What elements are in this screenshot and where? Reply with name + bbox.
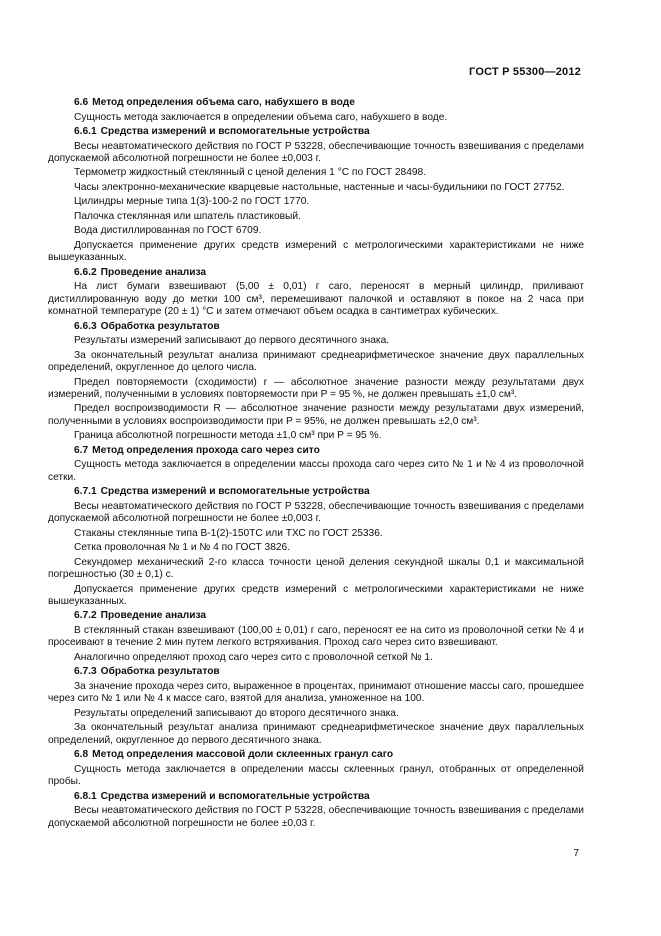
paragraph: В стеклянный стакан взвешивают (100,00 ± 0,01) г саго, переносят ее на сито из проволочной сетки № 4 и просеивают в течение 2 мин путем легкого встряхивания. Проход саго через сито взвешивают.: [48, 624, 584, 649]
paragraph: Часы электронно-механические кварцевые настольные, настенные и часы-будильники по ГОСТ 27752.: [74, 181, 565, 193]
paragraph: Стаканы стеклянные типа В-1(2)-150ТС или ТХС по ГОСТ 25336.: [74, 527, 383, 539]
section-heading: [48, 791, 584, 803]
section-heading: [48, 267, 584, 279]
section-title: Обработка результатов: [100, 666, 220, 678]
paragraph: Граница абсолютной погрешности метода ±1,0 см³ при P = 95 %.: [74, 430, 382, 442]
page-number: 7: [573, 848, 579, 859]
paragraph: Сущность метода заключается в определении массы склеенных гранул, отобранных от определенной пробы.: [48, 763, 584, 788]
paragraph: Аналогично определяют проход саго через сито с проволочной сеткой № 1.: [74, 651, 433, 663]
paragraph: Допускается применение других средств измерений с метрологическими характеристиками не ниже вышеуказанных.: [48, 239, 584, 264]
section-number: 6.6.2: [74, 266, 97, 278]
section-heading: [48, 486, 584, 498]
section-number: 6.7: [74, 444, 89, 456]
paragraph: Сущность метода заключается в определении объема саго, набухшего в воде.: [74, 111, 448, 123]
section-title: Метод определения массовой доли склеенных гранул саго: [92, 749, 394, 761]
paragraph: Вода дистиллированная по ГОСТ 6709.: [74, 225, 262, 237]
section-heading: [48, 610, 584, 622]
section-heading: [48, 126, 584, 138]
paragraph: Предел повторяемости (сходимости) r — абсолютное значение разности между результатами двух измерений, полученными в условиях повторяемости при P = 95 %, не должен превышать ±1,0 см³.: [48, 376, 584, 400]
paragraph: Результаты измерений записывают до первого десятичного знака.: [74, 335, 390, 347]
paragraph: Весы неавтоматического действия по ГОСТ Р 53228, обеспечивающие точность взвешивания с пределами допускаемой абсолютной погрешности не более ±0,003 г.: [48, 500, 584, 525]
section-heading: [48, 666, 584, 678]
paragraph: За значение прохода через сито, выраженное в процентах, принимают отношение массы саго, прошедшее через сито № 1 или № 4 к массе саго, взятой для анализа, умноженное на 100.: [48, 680, 584, 705]
section-number: 6.6: [74, 97, 89, 108]
section-number: 6.7.2: [74, 610, 97, 622]
section-title: Метод определения объема саго, набухшего в воде: [92, 97, 355, 108]
section-number: 6.6.3: [74, 320, 97, 332]
paragraph: За окончательный результат анализа принимают среднеарифметическое значение двух параллельных определений, округленное до первого десятичного знака.: [48, 722, 584, 746]
paragraph: Цилиндры мерные типа 1(3)-100-2 по ГОСТ 1770.: [74, 196, 310, 208]
section-number: 6.6.1: [74, 126, 97, 137]
paragraph: Результаты определений записывают до второго десятичного знака.: [74, 707, 399, 719]
section-heading: [48, 749, 584, 761]
paragraph: Палочка стеклянная или шпатель пластиковый.: [74, 210, 301, 222]
section-heading: [48, 445, 584, 457]
document-body: [48, 97, 584, 832]
section-number: 6.8: [74, 749, 89, 761]
paragraph: Допускается применение других средств измерений с метрологическими характеристиками не ниже вышеуказанных.: [48, 583, 584, 607]
section-title: Проведение анализа: [100, 610, 207, 622]
section-title: Обработка результатов: [100, 320, 220, 332]
paragraph: За окончательный результат анализа принимают среднеарифметическое значение двух параллельных определений, округленное до целого числа.: [48, 349, 584, 374]
paragraph: Секундомер механический 2-го класса точности ценой деления секундной шкалы 0,1 и максимальной погрешностью (30 ± 0,1) с.: [48, 556, 584, 581]
section-number: 6.7.1: [74, 486, 97, 498]
paragraph: Весы неавтоматического действия по ГОСТ Р 53228, обеспечивающие точность взвешивания с пределами допускаемой абсолютной погрешности не более ±0,03 г.: [48, 805, 584, 829]
paragraph: Сетка проволочная № 1 и № 4 по ГОСТ 3826.: [74, 542, 291, 554]
section-heading: [48, 321, 584, 333]
paragraph: Весы неавтоматического действия по ГОСТ Р 53228, обеспечивающие точность взвешивания с пределами допускаемой абсолютной погрешности не более ±0,003 г.: [48, 140, 584, 164]
section-title: Средства измерений и вспомогательные устройства: [100, 486, 370, 498]
section-title: Средства измерений и вспомогательные устройства: [100, 790, 370, 802]
document-id: ГОСТ Р 55300—2012: [469, 66, 581, 78]
section-number: 6.7.3: [74, 666, 97, 678]
section-heading: [48, 97, 584, 109]
section-title: Средства измерений и вспомогательные устройства: [100, 126, 370, 137]
section-title: Проведение анализа: [100, 266, 207, 278]
paragraph: На лист бумаги взвешивают (5,00 ± 0,01) г саго, переносят в мерный цилиндр, приливают дистиллированную воду до метки 100 см³, перемешивают палочкой и оставляют в покое на 2 часа при комнатной температуре (20 ± 1) °С и затем отмечают объем осадка в сантиметрах кубических.: [48, 281, 584, 318]
paragraph: Предел воспроизводимости R — абсолютное значение разности между результатами двух измерений, полученными в условиях воспроизводимости при P = 95%, не должен превышать ±2,0 см³.: [48, 403, 584, 427]
section-title: Метод определения прохода саго через сито: [92, 444, 320, 456]
section-number: 6.8.1: [74, 790, 97, 802]
paragraph: Сущность метода заключается в определении массы прохода саго через сито № 1 и № 4 из проволочной сетки.: [48, 459, 584, 483]
paragraph: Термометр жидкостный стеклянный с ценой деления 1 °С по ГОСТ 28498.: [74, 167, 427, 179]
